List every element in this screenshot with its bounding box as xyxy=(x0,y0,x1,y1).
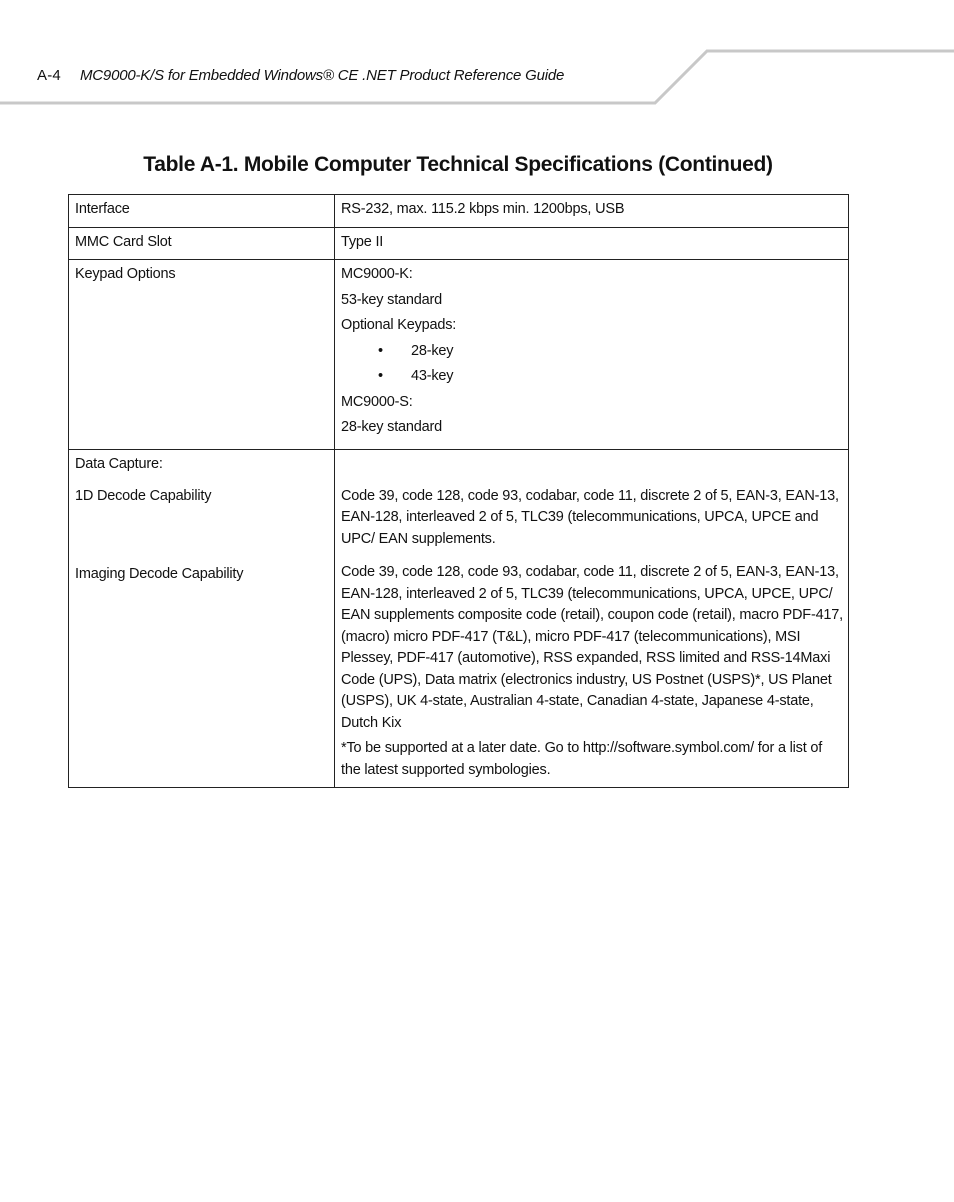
decode-1d-label: 1D Decode Capability xyxy=(75,488,212,504)
row-label: Keypad Options xyxy=(69,260,335,450)
bullet-icon: • xyxy=(378,368,383,384)
imaging-decode-value: Code 39, code 128, code 93, codabar, code 11, discrete 2 of 5, EAN-3, EAN-13, EAN-128, interleaved 2 of 5, TLC39 (telecommunications, UPCA, UPCE, UPC/ EAN supplements composite code (retail), coupon code (retail), macro PDF-417, (macro) micro PDF-417 (T&L), micro PDF-417 (telecommunications), MSI Plessey, PDF-417 (automotive), RSS expanded, RSS limited and RSS-14Maxi Code (UPS), Data matrix (electronics industry, US Postnet (USPS)*, US Planet (USPS), UK 4-state, Australian 4-state, Canadian 4-state, Japanese 4-state, Dutch Kix xyxy=(341,564,843,731)
decode-1d-value: Code 39, code 128, code 93, codabar, code 11, discrete 2 of 5, EAN-3, EAN-13, EAN-128, interleaved 2 of 5, TLC39 (telecommunications, UPCA, UPCE and UPC/ EAN supplements. xyxy=(341,487,839,547)
specifications-table xyxy=(68,194,849,788)
list-item-text: 28-key xyxy=(411,342,454,359)
table-row-data-capture xyxy=(69,449,849,788)
row-value xyxy=(335,260,849,450)
row-value xyxy=(335,449,849,788)
table-row-mmc-card-slot xyxy=(69,227,849,260)
bullet-icon: • xyxy=(378,342,383,359)
footnote: *To be supported at a later date. Go to http://software.symbol.com/ for a list of the latest supported symbologies. xyxy=(341,740,823,778)
row-label xyxy=(69,449,335,788)
page-number: A-4 xyxy=(37,67,61,84)
running-title: MC9000-K/S for Embedded Windows® CE .NET Product Reference Guide xyxy=(80,67,565,84)
keypad-k-standard: 53-key standard xyxy=(341,291,442,308)
keypad-k-model: MC9000-K: xyxy=(341,266,413,282)
header-rule xyxy=(0,0,954,110)
list-item xyxy=(341,341,843,363)
list-item xyxy=(341,366,843,388)
imaging-decode-label: Imaging Decode Capability xyxy=(75,565,244,582)
table-row-interface xyxy=(69,195,849,228)
keypad-s-model: MC9000-S: xyxy=(341,393,413,410)
row-label: MMC Card Slot xyxy=(69,227,335,260)
row-value: RS-232, max. 115.2 kbps min. 1200bps, USB xyxy=(335,195,849,228)
keypad-s-standard: 28-key standard xyxy=(341,419,442,435)
row-value: Type II xyxy=(335,227,849,260)
table-title: Table A-1. Mobile Computer Technical Specifications (Continued) xyxy=(143,153,773,176)
table-row-keypad-options xyxy=(69,260,849,450)
row-label: Interface xyxy=(69,195,335,228)
list-item-text: 43-key xyxy=(411,368,454,384)
keypad-optional-heading: Optional Keypads: xyxy=(341,317,457,333)
data-capture-heading: Data Capture: xyxy=(75,455,163,472)
